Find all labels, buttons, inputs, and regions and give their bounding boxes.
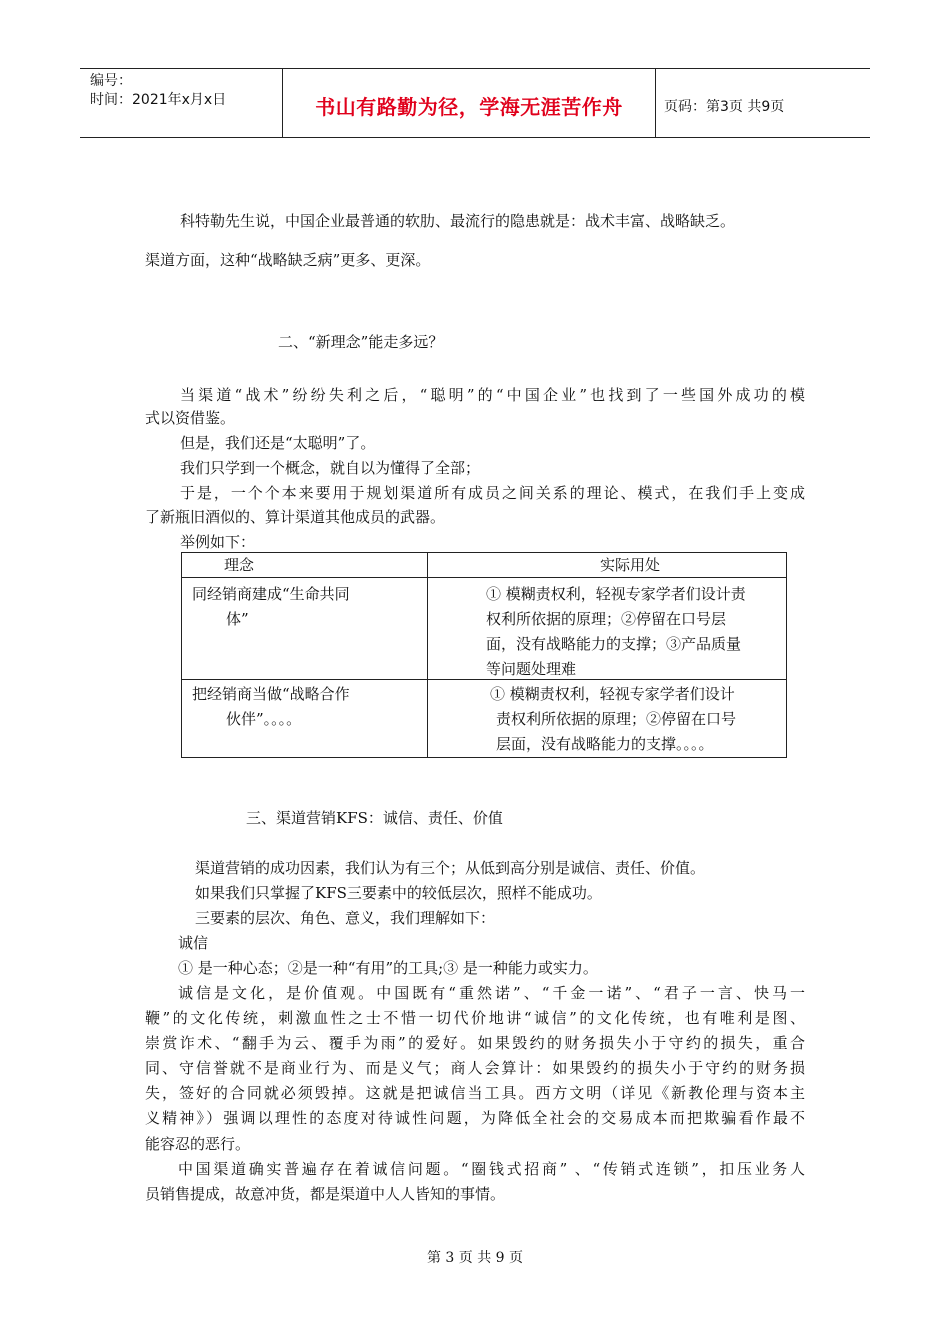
table-cell: 面，没有战略能力的支撑；③产品质量 xyxy=(486,635,742,653)
table-cell: 同经销商建成“生命共同 xyxy=(192,585,350,603)
table-column-divider xyxy=(427,553,428,757)
s3-para-2: 如果我们只掌握了KFS三要素中的较低层次，照样不能成功。 xyxy=(195,884,602,902)
table-cell: 等问题处理难 xyxy=(486,660,577,678)
s3-para-5-line-1: 中国渠道确实普遍存在着诚信问题。“圈钱式招商” 、“传销式连锁”，扣压业务人 xyxy=(178,1160,805,1178)
table-header-divider xyxy=(182,577,786,578)
s3-para-4-line-6: 义精神》）强调以理性的态度对待诚性问题，为降低全社会的交易成本而把欺骗看作最不 xyxy=(145,1109,805,1127)
table-header-concept: 理念 xyxy=(224,556,255,574)
header-meta xyxy=(80,69,280,137)
s3-para-4-line-3: 崇赏诈术、“翻手为云、覆手为雨”的爱好。如果毁约的财务损失小于守约的损失，重合 xyxy=(145,1034,805,1052)
table-cell: 权利所依据的原理；②停留在口号层 xyxy=(486,610,727,628)
s3-para-4-line-1: 诚信是文化，是价值观。中国既有“重然诺”、“千金一诺”、“君子一言、快马一 xyxy=(178,984,805,1002)
s3-para-1: 渠道营销的成功因素，我们认为有三个；从低到高分别是诚信、责任、价值。 xyxy=(195,859,706,877)
s2-para-1-line-1: 当渠道“战术”纷纷失利之后，“聪明”的“中国企业”也找到了一些国外成功的模 xyxy=(180,386,805,404)
table-row-divider xyxy=(182,679,786,680)
s2-example: 举例如下： xyxy=(180,533,256,551)
section-3-heading: 三、渠道营销KFS：诚信、责任、价值 xyxy=(246,809,503,827)
concept-usage-table xyxy=(181,552,787,758)
document-header xyxy=(80,68,870,138)
motto: 书山有路勤为径，学海无涯苦作舟 xyxy=(315,95,623,119)
section-2-heading: 二、“新理念”能走多远？ xyxy=(278,333,444,351)
table-cell: 体” xyxy=(226,610,249,628)
time-label: 时间：2021年x月x日 xyxy=(90,92,227,108)
s2-para-3: 我们只学到一个概念，就自以为懂得了全部； xyxy=(180,459,481,477)
table-cell: ① 模糊责权利，轻视专家学者们设计 xyxy=(490,685,735,703)
s2-para-1-line-2: 式以资借鉴。 xyxy=(145,409,236,427)
s2-para-4-line-1: 于是，一个个本来要用于规划渠道所有成员之间关系的理论、模式，在我们手上变成 xyxy=(180,484,805,502)
s3-para-5-line-2: 员销售提成，故意冲货，都是渠道中人人皆知的事情。 xyxy=(145,1185,506,1203)
s3-para-4-line-2: 鞭”的文化传统，刺激血性之士不惜一切代价地讲“诚信”的文化传统，也有唯利是图、 xyxy=(145,1009,805,1027)
header-motto-cell xyxy=(282,69,656,137)
table-cell: 把经销商当做“战略合作 xyxy=(192,685,350,703)
table-cell: 伙伴”。。。。 xyxy=(226,710,302,728)
table-cell: ① 模糊责权利，轻视专家学者们设计责 xyxy=(486,585,746,603)
intro-line-2: 渠道方面，这种“战略缺乏病”更多、更深。 xyxy=(145,251,431,269)
page-footer: 第 3 页 共 9 页 xyxy=(426,1250,524,1266)
s3-chengxin: 诚信 xyxy=(178,934,209,952)
s3-points: ① 是一种心态；②是一种“有用”的工具;③ 是一种能力或实力。 xyxy=(178,959,598,977)
intro-line-1: 科特勒先生说，中国企业最普通的软肋、最流行的隐患就是：战术丰富、战略缺乏。 xyxy=(180,212,736,230)
table-cell: 层面，没有战略能力的支撑。。。。 xyxy=(496,735,714,753)
table-cell: 责权利所依据的原理；②停留在口号 xyxy=(496,710,737,728)
s3-para-3: 三要素的层次、角色、意义，我们理解如下： xyxy=(195,909,496,927)
table-header-usage: 实际用处 xyxy=(600,556,661,574)
s2-para-2: 但是，我们还是“太聪明”了。 xyxy=(180,434,376,452)
s3-para-4-line-4: 同、守信誉就不是商业行为、而是义气；商人会算计：如果毁约的损失小于守约的财务损 xyxy=(145,1059,805,1077)
number-label: 编号： xyxy=(90,73,132,89)
s3-para-4-line-7: 能容忍的恶行。 xyxy=(145,1135,251,1153)
page-info: 页码：第3页 共9页 xyxy=(664,99,785,115)
s2-para-4-line-2: 了新瓶旧酒似的、算计渠道其他成员的武器。 xyxy=(145,508,446,526)
s3-para-4-line-5: 失，签好的合同就必须毁掉。这就是把诚信当工具。西方文明（详见《新教伦理与资本主 xyxy=(145,1084,805,1102)
